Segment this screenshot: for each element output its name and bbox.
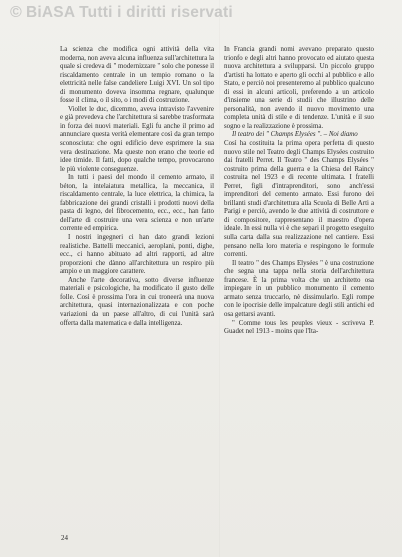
paragraph: Il teatro " des Champs Elysées " è una costruzione che segna una tappa nella storia dell'architettura francese. È la prima volta che un architetto osa impiegare in un pubblico monumento il cemento armato senza truccarlo, nè dissimularlo. Egli rompe con le ipocrisie delle impalcature degli stili antichi ed osa gettarsi avanti.	[224, 259, 374, 318]
paragraph: I nostri ingegneri ci han dato grandi lezioni realistiche. Battelli meccanici, aeroplani, ponti, dighe, ecc., ci hanno abituato ad altri rapporti, ad altre proporzioni che dànno all'architettura un respiro più ampio e un maggiore carattere.	[60, 234, 214, 276]
paragraph: Così ha costituita la prima opera perfetta di questo nuovo stile nel Teatro degli Champs Elysées costruito dai fratelli Perret. Il Teatro " des Champs Elysées " costruito prima della guerra e la Chiesa del Raincy costruita nel 1923 e di recente ultimata. I fratelli Perret, figli d'intraprenditori, sono anch'essi imprenditori del cemento armato. Essi furono dei brillanti studi d'architettura alla Scuola di Belle Arti a Parigi e perciò, avendo le due attività di costruttore e di compositore, rappresentano il maestro d'opera ideale. In essi nulla vi è che separi il progetto eseguito sulla carta dalla sua realizzazione nel cantiere. Essi pensano nella loro materia e respingono le formule correnti.	[224, 140, 374, 259]
watermark-text: BiASA Tutti i diritti riservati	[26, 4, 233, 21]
paragraph: Anche l'arte decorativa, sotto diverse influenze materiali e psicologiche, ha modificato il gusto delle folle. Così è prossima l'ora in cui troneerà una nuova architettura, quasi internazionalizzata e con poche variazioni da un paese all'altro, di cui l'unità sarà offerta dalla matematica e dalla intelligenza.	[60, 276, 214, 327]
paragraph: Viollet le duc, dicemmo, aveva intravisto l'avvenire e già prevedeva che l'architettura si sarebbe trasformata in forza dei nuovi materiali. Egli fu anche il primo ad annunciare questa verità elementare così da gran tempo sconosciuta: che ogni edificio deve esprimere la sua vera destinazione. Ma queste non erano che teorie ed idee timide. Il fatti, dopo qualche tempo, provocarono le più violente conseguenze.	[60, 105, 214, 173]
copyright-icon: ©	[10, 4, 22, 21]
subheading-text: Il teatro dei " Champs Elysées ". – Noi diamo	[232, 131, 358, 139]
left-text-column	[60, 46, 214, 328]
paragraph: " Comme tous les peuples vieux - scriveva P. Guadet nel 1913 - moins que l'Ita-	[224, 319, 374, 336]
watermark	[10, 4, 233, 22]
section-subheading	[224, 131, 374, 140]
right-text-column	[224, 46, 374, 337]
page-number: 24	[61, 534, 68, 542]
paragraph: In tutti i paesi del mondo il cemento armato, il béton, la intelaiatura metallica, la meccanica, il riscaldamento centrale, la luce elettrica, la chimica, la fabbricazione dei grandi cristalli i prodotti nuovi della pasta di legno, del fibrocemento, ecc., ecc., han fatto dell'arte di costruire una vera scienza e non un'arte corrente ed empirica.	[60, 174, 214, 233]
column-gutter	[219, 0, 220, 557]
paragraph: La scienza che modifica ogni attività della vita moderna, non aveva alcuna influenza sull'architettura la quale si credeva di " modernizzare " solo che ponesse il riscaldamento centrale in un tempio romano o la elettricità nelle false candeliere Luigi XVI. Un sol tipo di monumento doveva insomma regnare, qualunque fosse il clima, o il sito, o i modi di costruzione.	[60, 46, 214, 105]
paragraph: In Francia grandi nomi avevano preparato questo trionfo e degli altri hanno provocato ed aiutato questa nuova architettura a svilupparsi. Un piccolo gruppo d'artisti ha lottato e aperto gli occhi al pubblico e allo Stato, e perciò noi presenteremo al pubblico qualcuno di essi in alcuni articoli, preferendo a un articolo d'insieme una serie di studii che illustrino delle personalità, non avendo il nuovo movimento una completa unità di stile e di tendenze. L'unità e il suo sogno e la realizzazione è prossima.	[224, 46, 374, 130]
